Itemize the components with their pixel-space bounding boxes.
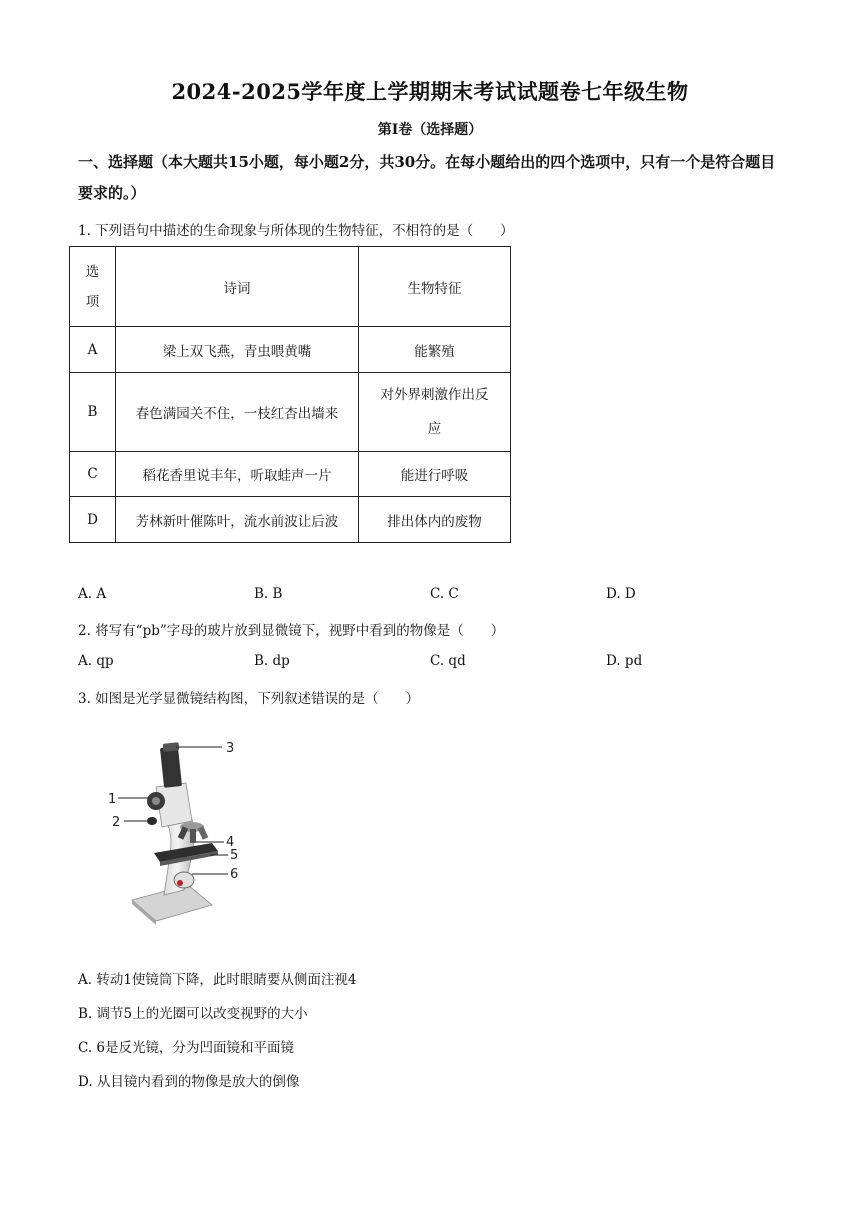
- row-option: B: [70, 373, 116, 452]
- choice-b: B. dp: [254, 653, 290, 669]
- row-poem: 梁上双飞燕，青虫喂黄嘴: [116, 327, 359, 373]
- choice-d: D. pd: [606, 653, 643, 669]
- figure-label: 2: [112, 815, 121, 830]
- row-feature: 排出体内的废物: [359, 497, 511, 543]
- header-poem: 诗词: [116, 247, 359, 327]
- choice-d: D. D: [606, 586, 636, 602]
- objective-lens: [190, 829, 196, 843]
- table-row: [70, 373, 511, 452]
- question-2-stem: 2. 将写有“pb”字母的玻片放到显微镜下，视野中看到的物像是（ ）: [78, 623, 505, 639]
- table-row: [70, 497, 511, 543]
- fine-knob: [147, 817, 157, 825]
- choice-a: A. qp: [78, 653, 114, 669]
- choice-c: C. qd: [430, 653, 466, 669]
- choice-c: C. C: [430, 586, 459, 602]
- question-1-table: [69, 246, 511, 543]
- row-option: C: [70, 452, 116, 497]
- question-3-choice-c: C. 6是反光镜，分为凹面镜和平面镜: [78, 1040, 295, 1056]
- header-feature: 生物特征: [359, 247, 511, 327]
- question-1-stem: 1. 下列语句中描述的生命现象与所体现的生物特征，不相符的是（ ）: [78, 223, 514, 239]
- figure-label: 3: [226, 741, 235, 756]
- table-row: [70, 327, 511, 373]
- row-poem: 芳林新叶催陈叶，流水前波让后波: [116, 497, 359, 543]
- row-feature: 能进行呼吸: [359, 452, 511, 497]
- question-3-choice-a: A. 转动1使镜筒下降，此时眼睛要从侧面注视4: [78, 972, 357, 988]
- row-feature: 能繁殖: [359, 327, 511, 373]
- choice-b: B. B: [254, 586, 283, 602]
- row-poem: 春色满园关不住，一枝红杏出墙来: [116, 373, 359, 452]
- mirror: [174, 872, 194, 888]
- figure-label: 6: [230, 867, 239, 882]
- part-subtitle: 第Ⅰ卷（选择题）: [377, 122, 483, 138]
- figure-label: 4: [226, 835, 235, 850]
- objective-lens: [198, 826, 209, 839]
- exam-title: 2024-2025学年度上学期期末考试试题卷七年级生物: [171, 79, 689, 104]
- question-3-choice-d: D. 从目镜内看到的物像是放大的倒像: [78, 1074, 300, 1090]
- row-option: D: [70, 497, 116, 543]
- figure-label: 1: [108, 792, 117, 807]
- choice-a: A. A: [78, 586, 107, 602]
- row-poem: 稻花香里说丰年，听取蛙声一片: [116, 452, 359, 497]
- section-heading: 一、选择题（本大题共15小题，每小题2分，共30分。在每小题给出的四个选项中，只有一个是符合题目要求的。）: [78, 153, 776, 202]
- question-3-stem: 3. 如图是光学显微镜结构图，下列叙述错误的是（ ）: [78, 691, 420, 707]
- table-row: [70, 452, 511, 497]
- figure-label: 5: [230, 848, 239, 863]
- table-header-row: [70, 247, 511, 327]
- row-feature: 对外界刺激作出反 应: [359, 373, 511, 452]
- question-1-choices: [78, 586, 778, 606]
- eyepiece-tube: [160, 746, 182, 788]
- row-option: A: [70, 327, 116, 373]
- question-2-choices: [78, 653, 778, 673]
- microscope-figure: [100, 735, 250, 925]
- header-option: 选 项: [70, 247, 116, 327]
- question-3-choice-b: B. 调节5上的光圈可以改变视野的大小: [78, 1006, 308, 1022]
